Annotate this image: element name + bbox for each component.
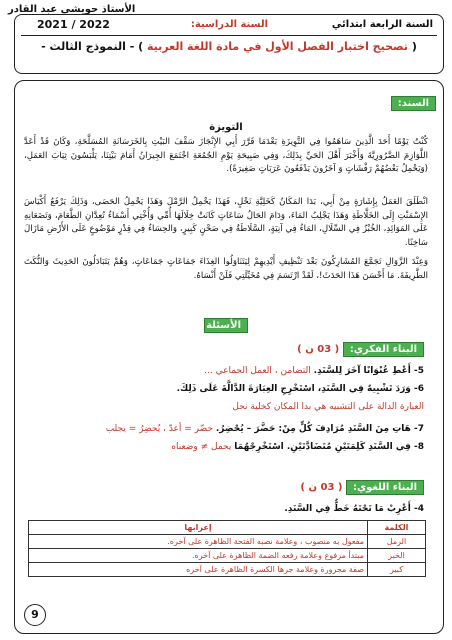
paragraph-2: انْطَلَقَ العَمَلُ بِإِشَارَةٍ مِنْ أَبِي، بَدَا المَكَانُ كَخَلِيَّةِ نَحْلٍ، فَهَذَا يَحْمِلُ الرَّمْلَ وَهَذَا يَحْمِلُ الحَصَى، وَذَلِكَ يَرْفَعُ أَكْيَاسَ الإِسْمَنْتِ إِلَى الخَلَّاطَةِ وَهَذَا يَجْلِبُ المَاءَ، وَدَامَ الحَالُ سَاعَاتٍ كَانَتْ خِلَالَهَا أُمِّي وَأُخْتِي أَسْمَاءُ تُعِدَّانِ الطَّعَامَ، وَتَضَعَانِهِ عَلَى المَوَائِدِ، الخُبْزُ فِي السِّلَالِ، المَاءُ فِي آنِيَةٍ، السَّلَاطَةُ فِي صَحْنٍ كَبِيرٍ، وَالحِسَاءُ فِي قِدْرٍ مَوْضُوعٍ عَلَى الأَرْضِ مَازَالَ سَاخِنًا. [24, 197, 428, 248]
header-divider [21, 35, 437, 36]
text-title: التويزة [209, 122, 243, 133]
exam-title [15, 40, 443, 53]
question-5-text: 5- أَعْطِ عُنْوَانًا آخَرَ لِلسَّنَدِ. [313, 366, 424, 376]
intellectual-points: ( 03 ن ) [297, 344, 340, 355]
table-cell-word: الرمل [368, 535, 426, 549]
question-7-text: 7- هَاتِ مِنَ السَّنَدِ مُرَادِفَ كُلٍّ مِنْ: حَضَّرَ – يُحْضِرُ. [215, 424, 424, 434]
answer-5: التضامن ، العمل الجماعي ... [204, 366, 311, 376]
parsing-table [28, 520, 426, 577]
answer-7: حضّر = أعدّ ، يُحضِرُ = يجلب [105, 424, 214, 434]
title-text: تصحيح اختبار الفصل الأول في مادة اللغة العربية [146, 40, 408, 53]
linguistic-section [300, 482, 424, 493]
question-4: 4- أَعْرِبْ مَا تَحْتَهُ خَطٌّ فِي السَّنَدِ. [284, 504, 424, 514]
exam-header [14, 14, 444, 74]
paragraph-3: وَعِنْدَ الزَّوَالِ تَجَمَّعَ المُشَارِكُونَ بَعْدَ تَنْظِيفِ أَيْدِيهِمْ لِيَتَنَاوَلُوا الغِذَاءَ جَمَاعَاتٍ جَمَاعَاتٍ، وَهُمْ يَتَبَادَلُونَ الحَدِيثَ وَالنُّكَتَ الطَّرِيفَةَ. مَا أَحْسَنَ هَذَا الحَدَثَ!، لَقَدْ ارْتَسَمَ فِي مُخَيِّلَتِي فَلَنْ أَنْسَاهُ. [24, 257, 428, 281]
school-year-label: السنة الدراسية: [190, 19, 268, 30]
page-number: 9 [24, 604, 46, 626]
linguistic-points: ( 03 ن ) [300, 482, 343, 493]
table-cell-parse: مفعول به منصوب ، وعلامة نصبه الفتحة الظاهرة على آخره. [29, 535, 368, 549]
table-cell-parse: صفة مجرورة وعلامة جرها الكسرة الظاهرة على آخره [29, 563, 368, 577]
question-8-text: 8- فِي السَّنَدِ كَلِمَتَيْنِ مُتَضَادَّتَيْنِ. اسْتَخْرِجْهُمَا [234, 442, 424, 452]
questions-label: الأسئلة [204, 318, 248, 333]
title-open-paren: ( [411, 40, 417, 53]
intellectual-section [297, 344, 424, 355]
table-header-row [29, 521, 426, 535]
grade-level: السنة الرابعة ابتدائي [331, 19, 433, 30]
answer-6: العبارة الدالة على التشبيه هي بدا المكان كخلية نحل [232, 402, 424, 412]
table-cell-word: كبير [368, 563, 426, 577]
paragraph-1: كُنْتُ يَوْمًا أَحَدَ الَّذِينَ سَاهَمُوا فِي التَّوِيزَةِ بَعْدَمَا قَرَّرَ أَبِي الإِنْجَازَ سَقْفَ البَيْتِ بِالخَرَسَانَةِ المُسَلَّحَةِ، وَكَانَ قَدْ أَعَدَّ اللَّوَازِمَ الضَّرُورِيَّةَ وَأَخْبَرَ أَهْلَ الحَيِّ بِذَلِكَ، وَفِي صَبِيحَةِ يَوْمِ الجُمُعَةِ اجْتَمَعَ الجِيرَانُ أَمَامَ بَيْتِنَا، يَلْبَسُونَ ثِيَابَ العَمَلِ، (وَيَحْمِلُ بَعْضُهُمْ رَفْشَاتٍ وَ آخَرُونَ يَدْفَعُونَ عَرَبَاتٍ صَغِيرَةً). [24, 137, 428, 175]
table-cell-word: الخبز [368, 549, 426, 563]
answer-8: يحمل ≠ وضعناه [171, 442, 232, 452]
question-5 [204, 366, 424, 376]
linguistic-label: البناء اللغوي: [346, 480, 424, 495]
table-row [29, 535, 426, 549]
column-header-parse: إعرابها [29, 521, 368, 535]
table-row [29, 549, 426, 563]
text-section-label: السند: [391, 96, 436, 111]
intellectual-label: البناء الفكري: [343, 342, 424, 357]
column-header-word: الكلمة [368, 521, 426, 535]
title-close-paren: ) [138, 40, 144, 53]
question-6 [177, 384, 424, 394]
question-8 [171, 442, 424, 452]
model-number: - النموذج الثالث - [41, 40, 135, 53]
author-name: الأستاذ حويشي عبد القادر [8, 4, 136, 15]
table-cell-parse: مبتدأ مرفوع وعلامة رفعه الضمة الظاهرة على آخره. [29, 549, 368, 563]
table-row [29, 563, 426, 577]
question-6-text: 6- وَرَدَ تَشْبِيهٌ فِي السَّنَدِ، اسْتَخْرِجِ العِبَارَةَ الدَّالَّةَ عَلَى ذَلِكَ. [176, 384, 424, 394]
school-year: 2021 / 2022 [37, 18, 110, 31]
question-7 [106, 424, 424, 434]
